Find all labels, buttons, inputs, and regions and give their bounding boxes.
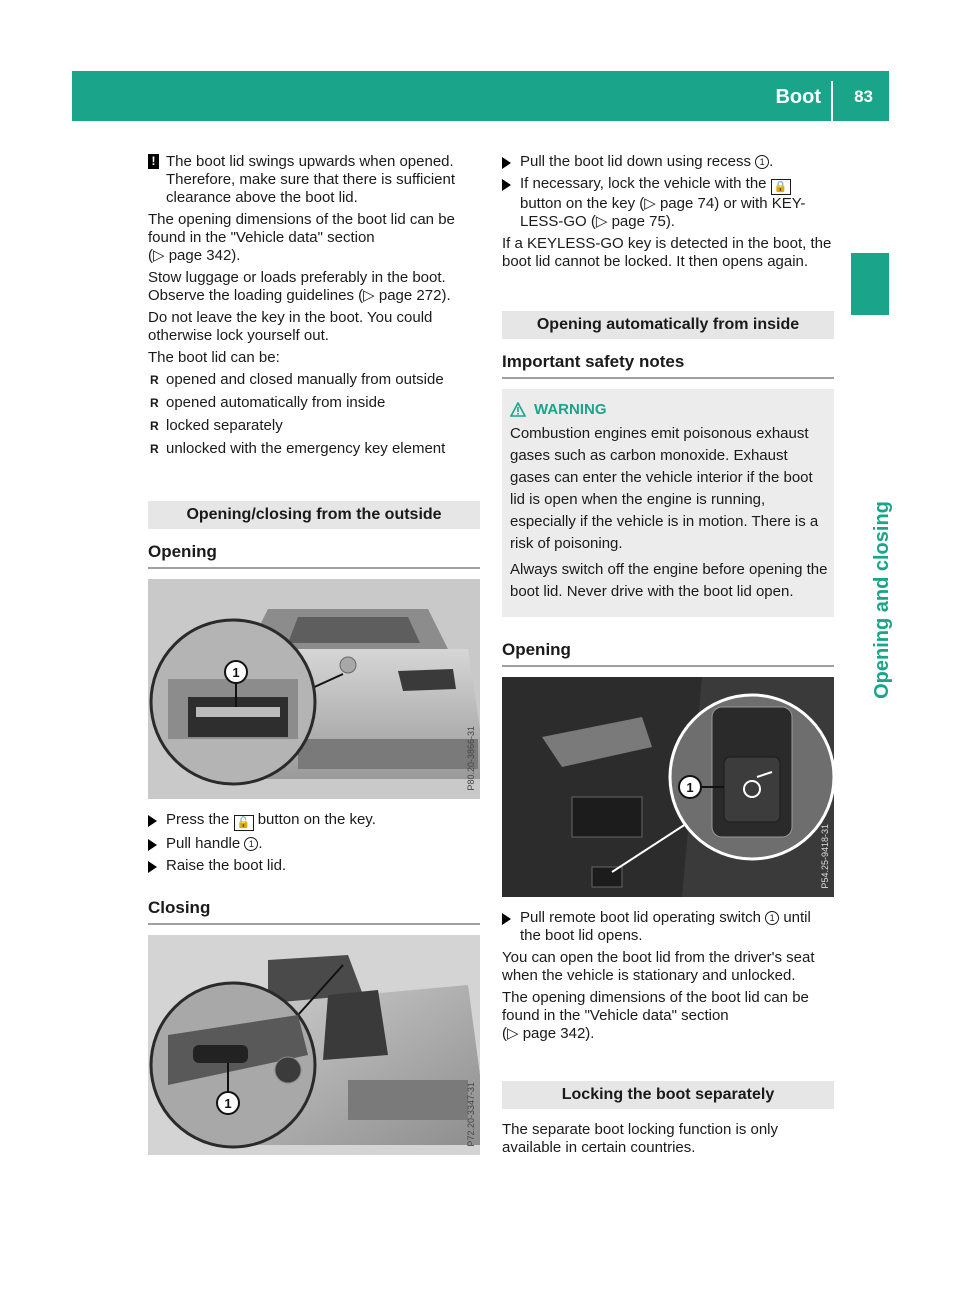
section-heading-outside: Opening/closing from the outside: [148, 501, 480, 529]
paragraph-text: The opening dimensions of the boot lid can be found in the "Vehicle data" section: [502, 989, 809, 1024]
subheading-opening: Opening: [148, 541, 480, 569]
caution-note: [148, 153, 480, 207]
callout-1: 1: [224, 1096, 232, 1111]
warning-label: WARNING: [534, 401, 607, 418]
page-ref-arrow-icon: ▷: [153, 247, 165, 264]
ref-open: (: [358, 287, 364, 304]
list-item: R opened and closed manually from outside: [148, 371, 480, 389]
step-press-button: [148, 811, 480, 831]
figure-boot-recess: [148, 935, 480, 1155]
list-item: R unlocked with the emergency key element: [148, 440, 480, 458]
callout-number: 1: [755, 155, 769, 169]
step-text: button on the key.: [257, 811, 376, 828]
list-item: R opened automatically from inside: [148, 394, 480, 412]
paragraph-locking: The separate boot locking function is only available in certain countries.: [502, 1121, 778, 1156]
page-ref-arrow-icon: ▷: [644, 195, 656, 212]
page-ref-link[interactable]: page 272: [378, 287, 442, 304]
step-pull-down: [502, 153, 834, 171]
car-rear-illustration: [148, 579, 480, 799]
boot-lid-options-list: [148, 371, 480, 458]
header-title: Boot: [775, 86, 821, 108]
subheading-safety: Important safety notes: [502, 351, 834, 379]
page-ref-link[interactable]: page 342: [168, 247, 232, 264]
section-heading-locking: Locking the boot separately: [502, 1081, 834, 1109]
paragraph-can-be: The boot lid can be:: [148, 349, 280, 366]
paragraph-key: Do not leave the key in the boot. You could otherwise lock yourself out.: [148, 309, 433, 344]
open-boot-illustration: [148, 935, 480, 1155]
figure-remote-switch: [502, 677, 834, 897]
step-arrow-icon: [502, 913, 511, 925]
figure-code: P54.25-9418-31: [820, 824, 830, 889]
paragraph-dimensions: [148, 211, 480, 265]
paragraph-keyless: If a KEYLESS-GO key is detected in the boot, the boot lid cannot be locked. It then opens again.: [502, 235, 832, 270]
page-ref-arrow-icon: ▷: [595, 213, 608, 230]
side-tab-label: Opening and closing: [871, 501, 893, 699]
step-text: Pull the boot lid down using recess: [520, 153, 751, 170]
step-lock-vehicle: [502, 175, 834, 231]
ref-open: (: [148, 247, 153, 264]
left-column: [148, 153, 480, 1167]
step-pull-switch: [502, 909, 834, 945]
step-text: ).: [665, 213, 675, 230]
warning-triangle-icon: [510, 402, 526, 417]
paragraph-driver-seat: You can open the boot lid from the driver's seat when the vehicle is stationary and unlocked.: [502, 949, 815, 984]
page-ref-arrow-icon: ▷: [507, 1025, 519, 1042]
subheading-closing: Closing: [148, 897, 480, 925]
step-text: ) or with KEY-LESS-GO (: [520, 195, 806, 230]
door-panel-illustration: [502, 677, 834, 897]
section-heading-inside: Opening automatically from inside: [502, 311, 834, 339]
ref-close: ).: [441, 287, 451, 304]
header-divider: [831, 81, 833, 121]
page-ref-link[interactable]: page 342: [522, 1025, 586, 1042]
paragraph-text: Stow luggage or loads preferably in the boot. Observe the loading guidelines: [148, 269, 446, 304]
warning-box: [502, 389, 834, 617]
ref-open: (: [502, 1025, 507, 1042]
subheading-opening-inside: Opening: [502, 639, 834, 667]
step-arrow-icon: [502, 157, 511, 169]
page-ref-link[interactable]: page 74: [659, 195, 715, 212]
page-number: 83: [854, 87, 873, 106]
paragraph-dimensions-2: [502, 989, 834, 1043]
page-ref-link[interactable]: page 75: [611, 213, 666, 230]
step-text: Press the: [166, 811, 230, 828]
paragraph-text: The opening dimensions of the boot lid can be found in the "Vehicle data" section: [148, 211, 455, 246]
list-item: R locked separately: [148, 417, 480, 435]
side-tab: [851, 253, 889, 315]
step-arrow-icon: [502, 179, 511, 191]
unlock-key-icon: 🔓: [234, 815, 254, 831]
step-raise-lid: [148, 857, 480, 875]
step-text: If necessary, lock the vehicle with the: [520, 175, 767, 192]
caution-icon: !: [148, 154, 159, 169]
figure-code: P72.20-3347-31: [466, 1082, 476, 1147]
callout-1: 1: [232, 665, 240, 680]
warning-text: Combustion engines emit poisonous exhaust gases such as carbon monoxide. Exhaust gases can enter the vehicle interior if the boot lid is open when the engine is running, especially if the vehicle is in motion. There is a risk of poisoning.: [510, 425, 819, 552]
figure-boot-handle: [148, 579, 480, 799]
step-text: Pull remote boot lid operating switch: [520, 909, 761, 926]
caution-text: The boot lid swings upwards when opened. Therefore, make sure that there is sufficient clearance above the boot lid.: [166, 153, 456, 206]
lock-key-icon: 🔒: [771, 179, 791, 195]
ref-close: ).: [585, 1025, 595, 1042]
callout-number: 1: [765, 911, 779, 925]
step-text: Pull handle: [166, 835, 241, 852]
right-column: [502, 153, 834, 1161]
step-text: button on the key (: [520, 195, 645, 212]
callout-1: 1: [686, 780, 694, 795]
header-bar: [72, 71, 889, 121]
step-text: .: [769, 153, 774, 170]
step-arrow-icon: [148, 815, 157, 827]
ref-close: ).: [231, 247, 241, 264]
figure-code: P80.20-3866-31: [466, 726, 476, 791]
callout-number: 1: [244, 837, 258, 851]
step-text: Raise the boot lid.: [166, 857, 287, 874]
step-text: .: [258, 835, 263, 852]
warning-title: [510, 399, 828, 421]
step-arrow-icon: [148, 861, 157, 873]
step-arrow-icon: [148, 839, 157, 851]
step-text: until the boot lid opens.: [520, 909, 811, 944]
step-pull-handle: [148, 835, 480, 853]
paragraph-stow: [148, 269, 480, 305]
page-ref-arrow-icon: ▷: [363, 287, 375, 304]
warning-text: Always switch off the engine before opening the boot lid. Never drive with the boot lid open.: [510, 561, 828, 600]
